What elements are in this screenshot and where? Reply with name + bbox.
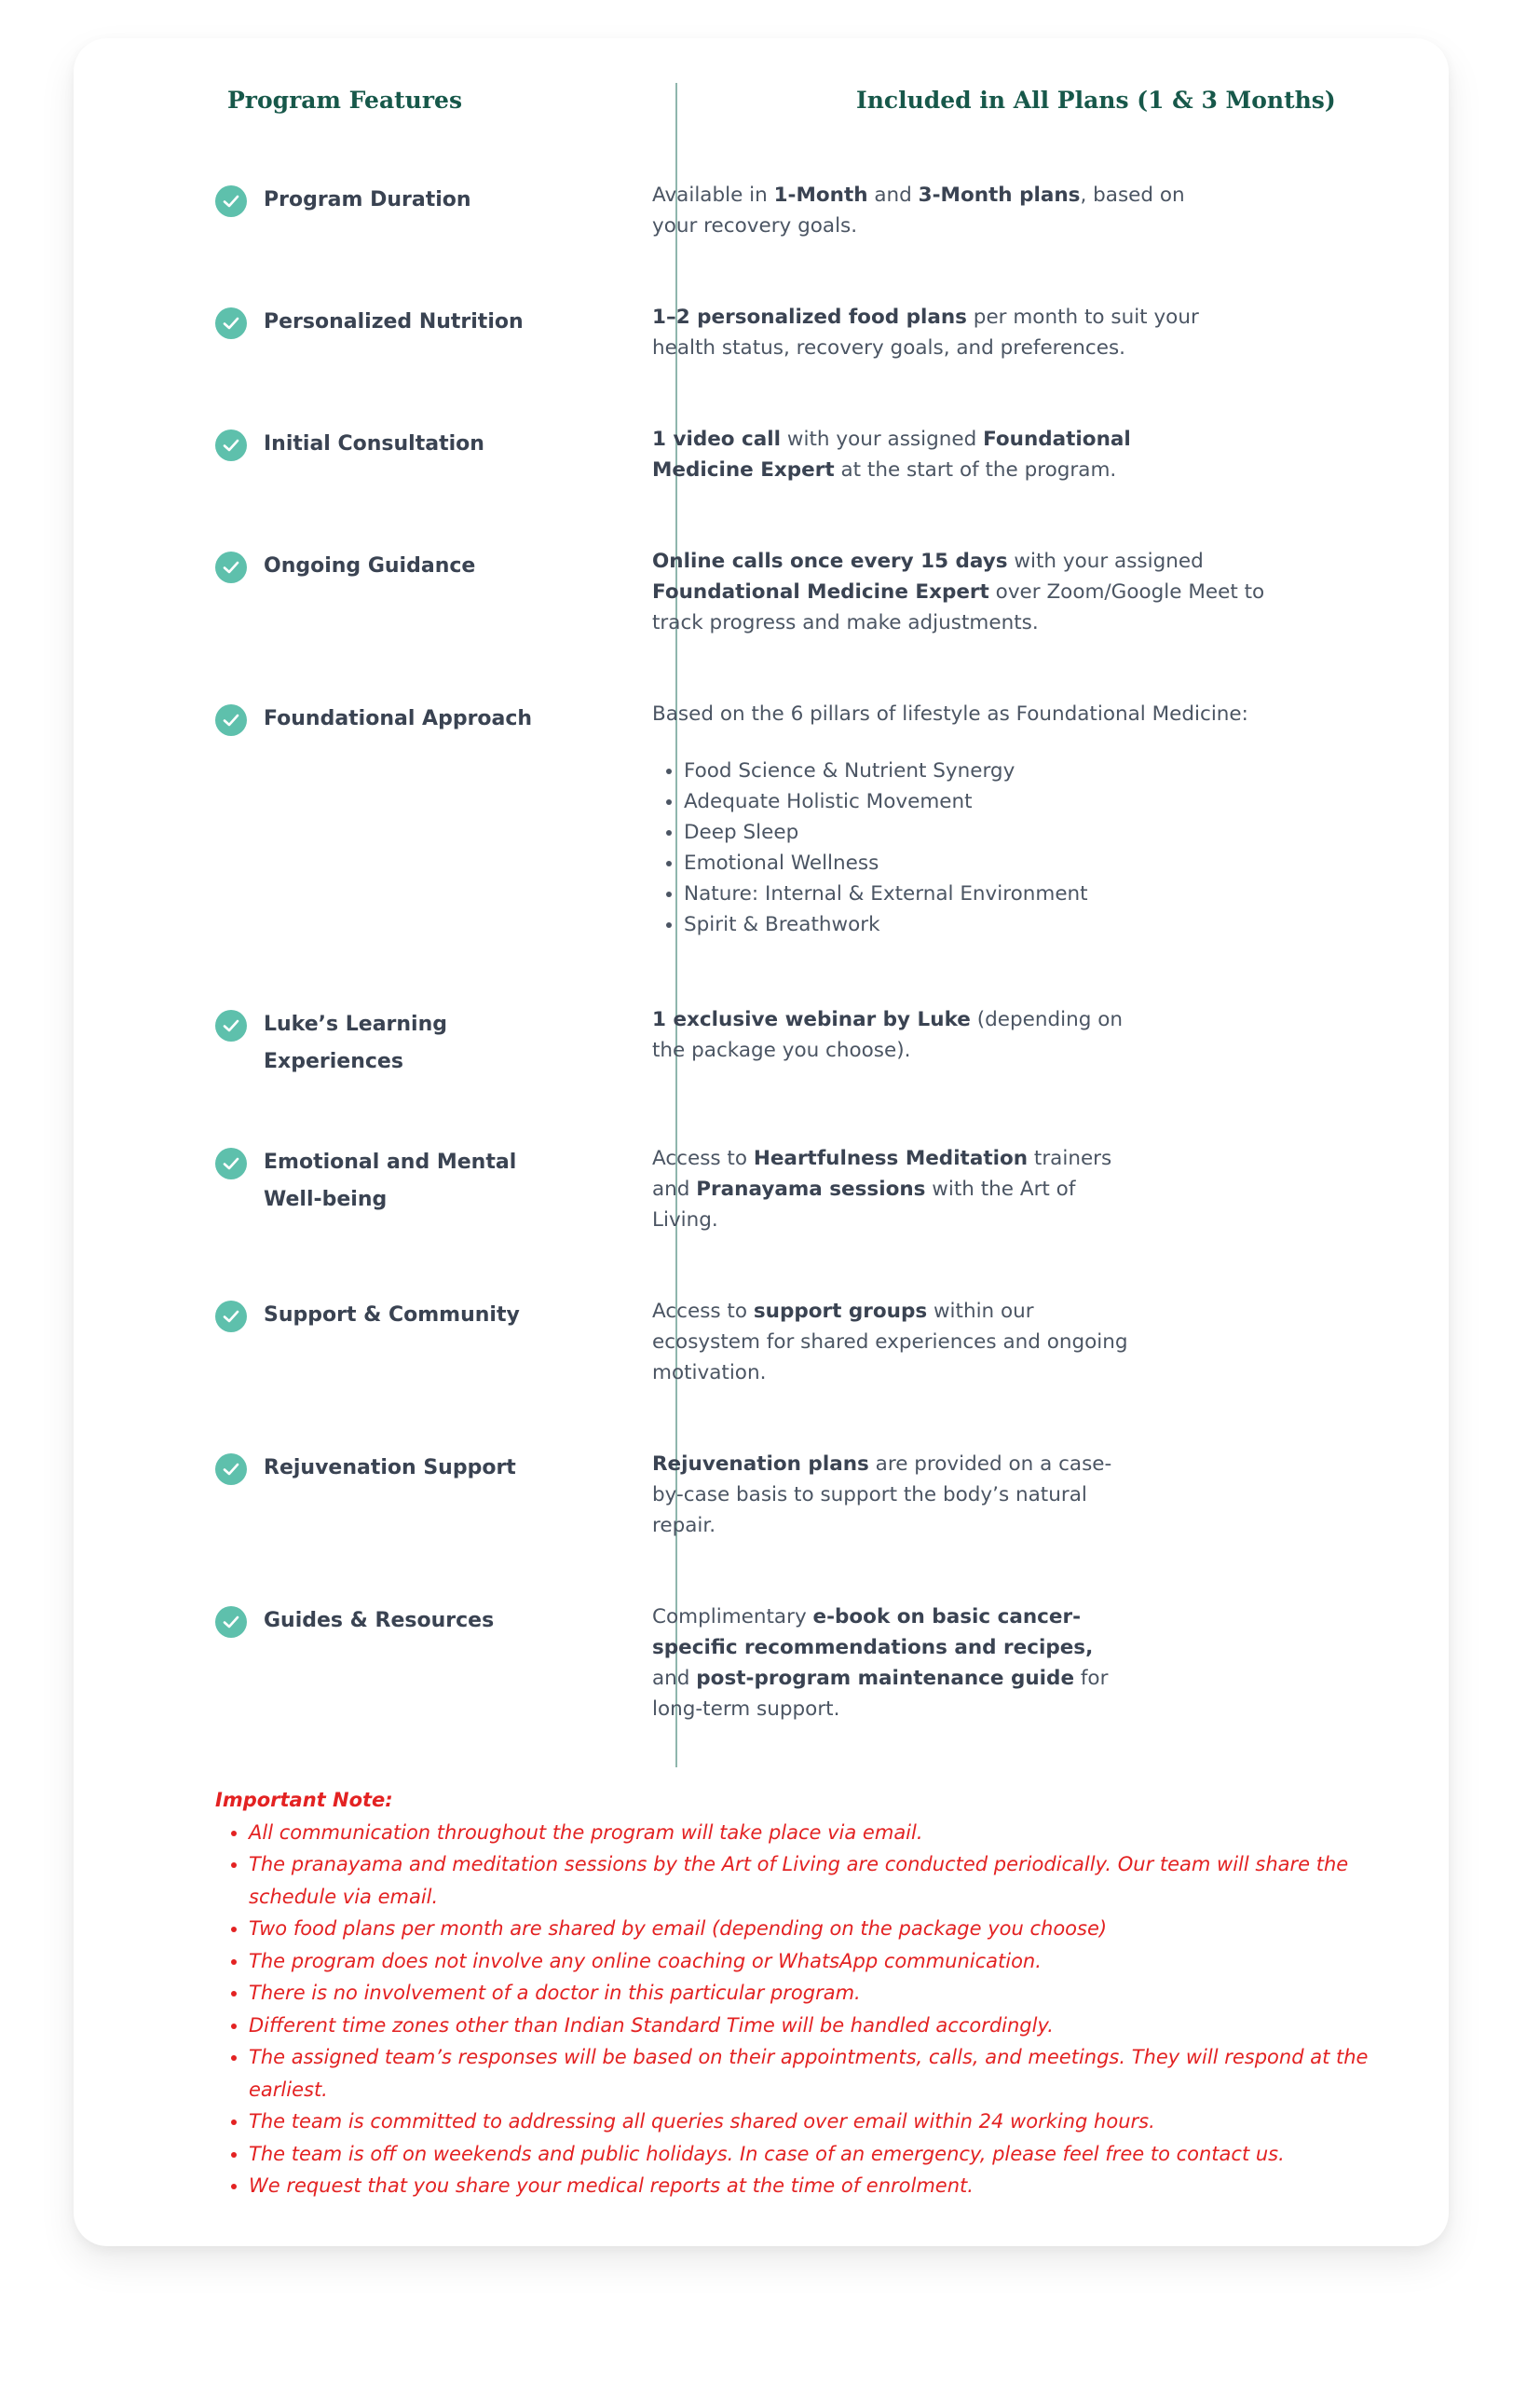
description-text: and (652, 1667, 697, 1690)
description-text: per month to suit your health status, recovery goals, and preferences. (652, 306, 1199, 360)
pillar-item: • Deep Sleep (684, 817, 1304, 848)
description-text: and (867, 184, 919, 207)
description-emphasis: 1 video call (652, 428, 782, 451)
pillar-item: • Adequate Holistic Movement (684, 786, 1304, 817)
note-item: • The team is committed to addressing all queries shared over email within 24 working hours. (249, 2106, 1408, 2138)
description-emphasis: e-book on basic cancer-specific recommendations and recipes, (652, 1605, 1094, 1659)
feature-description (652, 699, 1304, 940)
note-item: • The team is off on weekends and public holidays. In case of an emergency, please feel free to contact us. (249, 2138, 1408, 2171)
description-text: at the start of the program. (834, 458, 1117, 482)
description-text: , based on your recovery goals. (652, 184, 1185, 238)
feature-description (652, 546, 1304, 638)
feature-name: Personalized Nutrition (264, 310, 524, 334)
feature-description (652, 424, 1230, 485)
note-item: • The pranayama and meditation sessions by the Art of Living are conducted periodically. Our team will share the schedule via email. (249, 1848, 1408, 1913)
description-text: with your assigned (781, 428, 984, 451)
pillars-list (652, 756, 1304, 940)
description-emphasis: post-program maintenance guide (696, 1667, 1075, 1690)
description-text: within our ecosystem for shared experiences and ongoing motivation. (652, 1300, 1128, 1384)
feature-description (652, 180, 1230, 241)
description-text: Access to (652, 1300, 754, 1323)
note-item: • We request that you share your medical reports at the time of enrolment. (249, 2170, 1408, 2202)
feature-name: Foundational Approach (264, 707, 533, 730)
feature-name: Ongoing Guidance (264, 554, 476, 578)
note-item: • All communication throughout the program will take place via email. (249, 1817, 1408, 1849)
description-text: with the Art of Living. (652, 1178, 1076, 1232)
feature-name: Emotional and Mental Well-being (264, 1151, 517, 1211)
feature-description (652, 1004, 1137, 1066)
description-emphasis: Foundational Medicine Expert (652, 428, 1131, 482)
description-text: with your assigned (1007, 550, 1204, 573)
pillar-item: • Spirit & Breathwork (684, 909, 1304, 940)
pillar-item: • Food Science & Nutrient Synergy (684, 756, 1304, 786)
feature-name: Luke’s Learning Experiences (264, 1013, 448, 1073)
check-circle-icon (215, 704, 247, 736)
check-circle-icon (215, 1301, 247, 1332)
features-column-header: Program Features (227, 87, 463, 114)
description-emphasis: 1 exclusive webinar by Luke (652, 1008, 971, 1031)
description-emphasis: Pranayama sessions (696, 1178, 926, 1201)
description-emphasis: Online calls once every 15 days (652, 550, 1008, 573)
description-emphasis: Rejuvenation plans (652, 1452, 869, 1476)
pillar-item: • Nature: Internal & External Environment (684, 879, 1304, 909)
feature-description (652, 1296, 1137, 1388)
description-text: for long-term support. (652, 1667, 1109, 1721)
description-text: Access to (652, 1147, 754, 1170)
feature-name: Rejuvenation Support (264, 1456, 516, 1479)
check-circle-icon (215, 429, 247, 461)
feature-name: Initial Consultation (264, 432, 484, 456)
description-text: are provided on a case-by-case basis to support the body’s natural repair. (652, 1452, 1112, 1537)
check-circle-icon (215, 1010, 247, 1042)
description-text: (depending on the package you choose). (652, 1008, 1123, 1062)
important-note-title: Important Note: (215, 1789, 393, 1811)
important-note (215, 1784, 1408, 2202)
feature-name: Guides & Resources (264, 1609, 495, 1632)
note-item: • There is no involvement of a doctor in this particular program. (249, 1977, 1408, 2010)
description-emphasis: Foundational Medicine Expert (652, 580, 989, 604)
description-emphasis: 3-Month plans (918, 184, 1081, 207)
feature-description (652, 302, 1230, 363)
description-emphasis: support groups (753, 1300, 928, 1323)
description-text: trainers and (652, 1147, 1112, 1201)
feature-description (652, 1601, 1137, 1724)
description-emphasis: Heartfulness Meditation (753, 1147, 1029, 1170)
note-item: • Two food plans per month are shared by email (depending on the package you choose) (249, 1913, 1408, 1945)
description-emphasis: 1-Month (773, 184, 868, 207)
plans-column-header: Included in All Plans (1 & 3 Months) (856, 87, 1336, 114)
check-circle-icon (215, 552, 247, 583)
note-item: • The program does not involve any online coaching or WhatsApp communication. (249, 1945, 1408, 1978)
description-text: Based on the 6 pillars of lifestyle as Foundational Medicine: (652, 702, 1248, 726)
check-circle-icon (215, 185, 247, 217)
pillar-item: • Emotional Wellness (684, 848, 1304, 879)
check-circle-icon (215, 307, 247, 339)
important-note-list (215, 1817, 1408, 2202)
note-item: • Different time zones other than Indian Standard Time will be handled accordingly. (249, 2010, 1408, 2042)
feature-description (652, 1449, 1118, 1541)
program-features-card (74, 38, 1449, 2246)
note-item: • The assigned team’s responses will be based on their appointments, calls, and meetings. They will respond at the earliest. (249, 2041, 1408, 2106)
feature-name: Program Duration (264, 188, 471, 211)
description-text: Complimentary (652, 1605, 813, 1629)
description-text: over Zoom/Google Meet to track progress and make adjustments. (652, 580, 1265, 634)
check-circle-icon (215, 1453, 247, 1485)
feature-name: Support & Community (264, 1303, 520, 1327)
description-text: Available in (652, 184, 774, 207)
description-emphasis: 1–2 personalized food plans (652, 306, 967, 329)
check-circle-icon (215, 1606, 247, 1638)
check-circle-icon (215, 1148, 247, 1179)
feature-description (652, 1143, 1137, 1235)
